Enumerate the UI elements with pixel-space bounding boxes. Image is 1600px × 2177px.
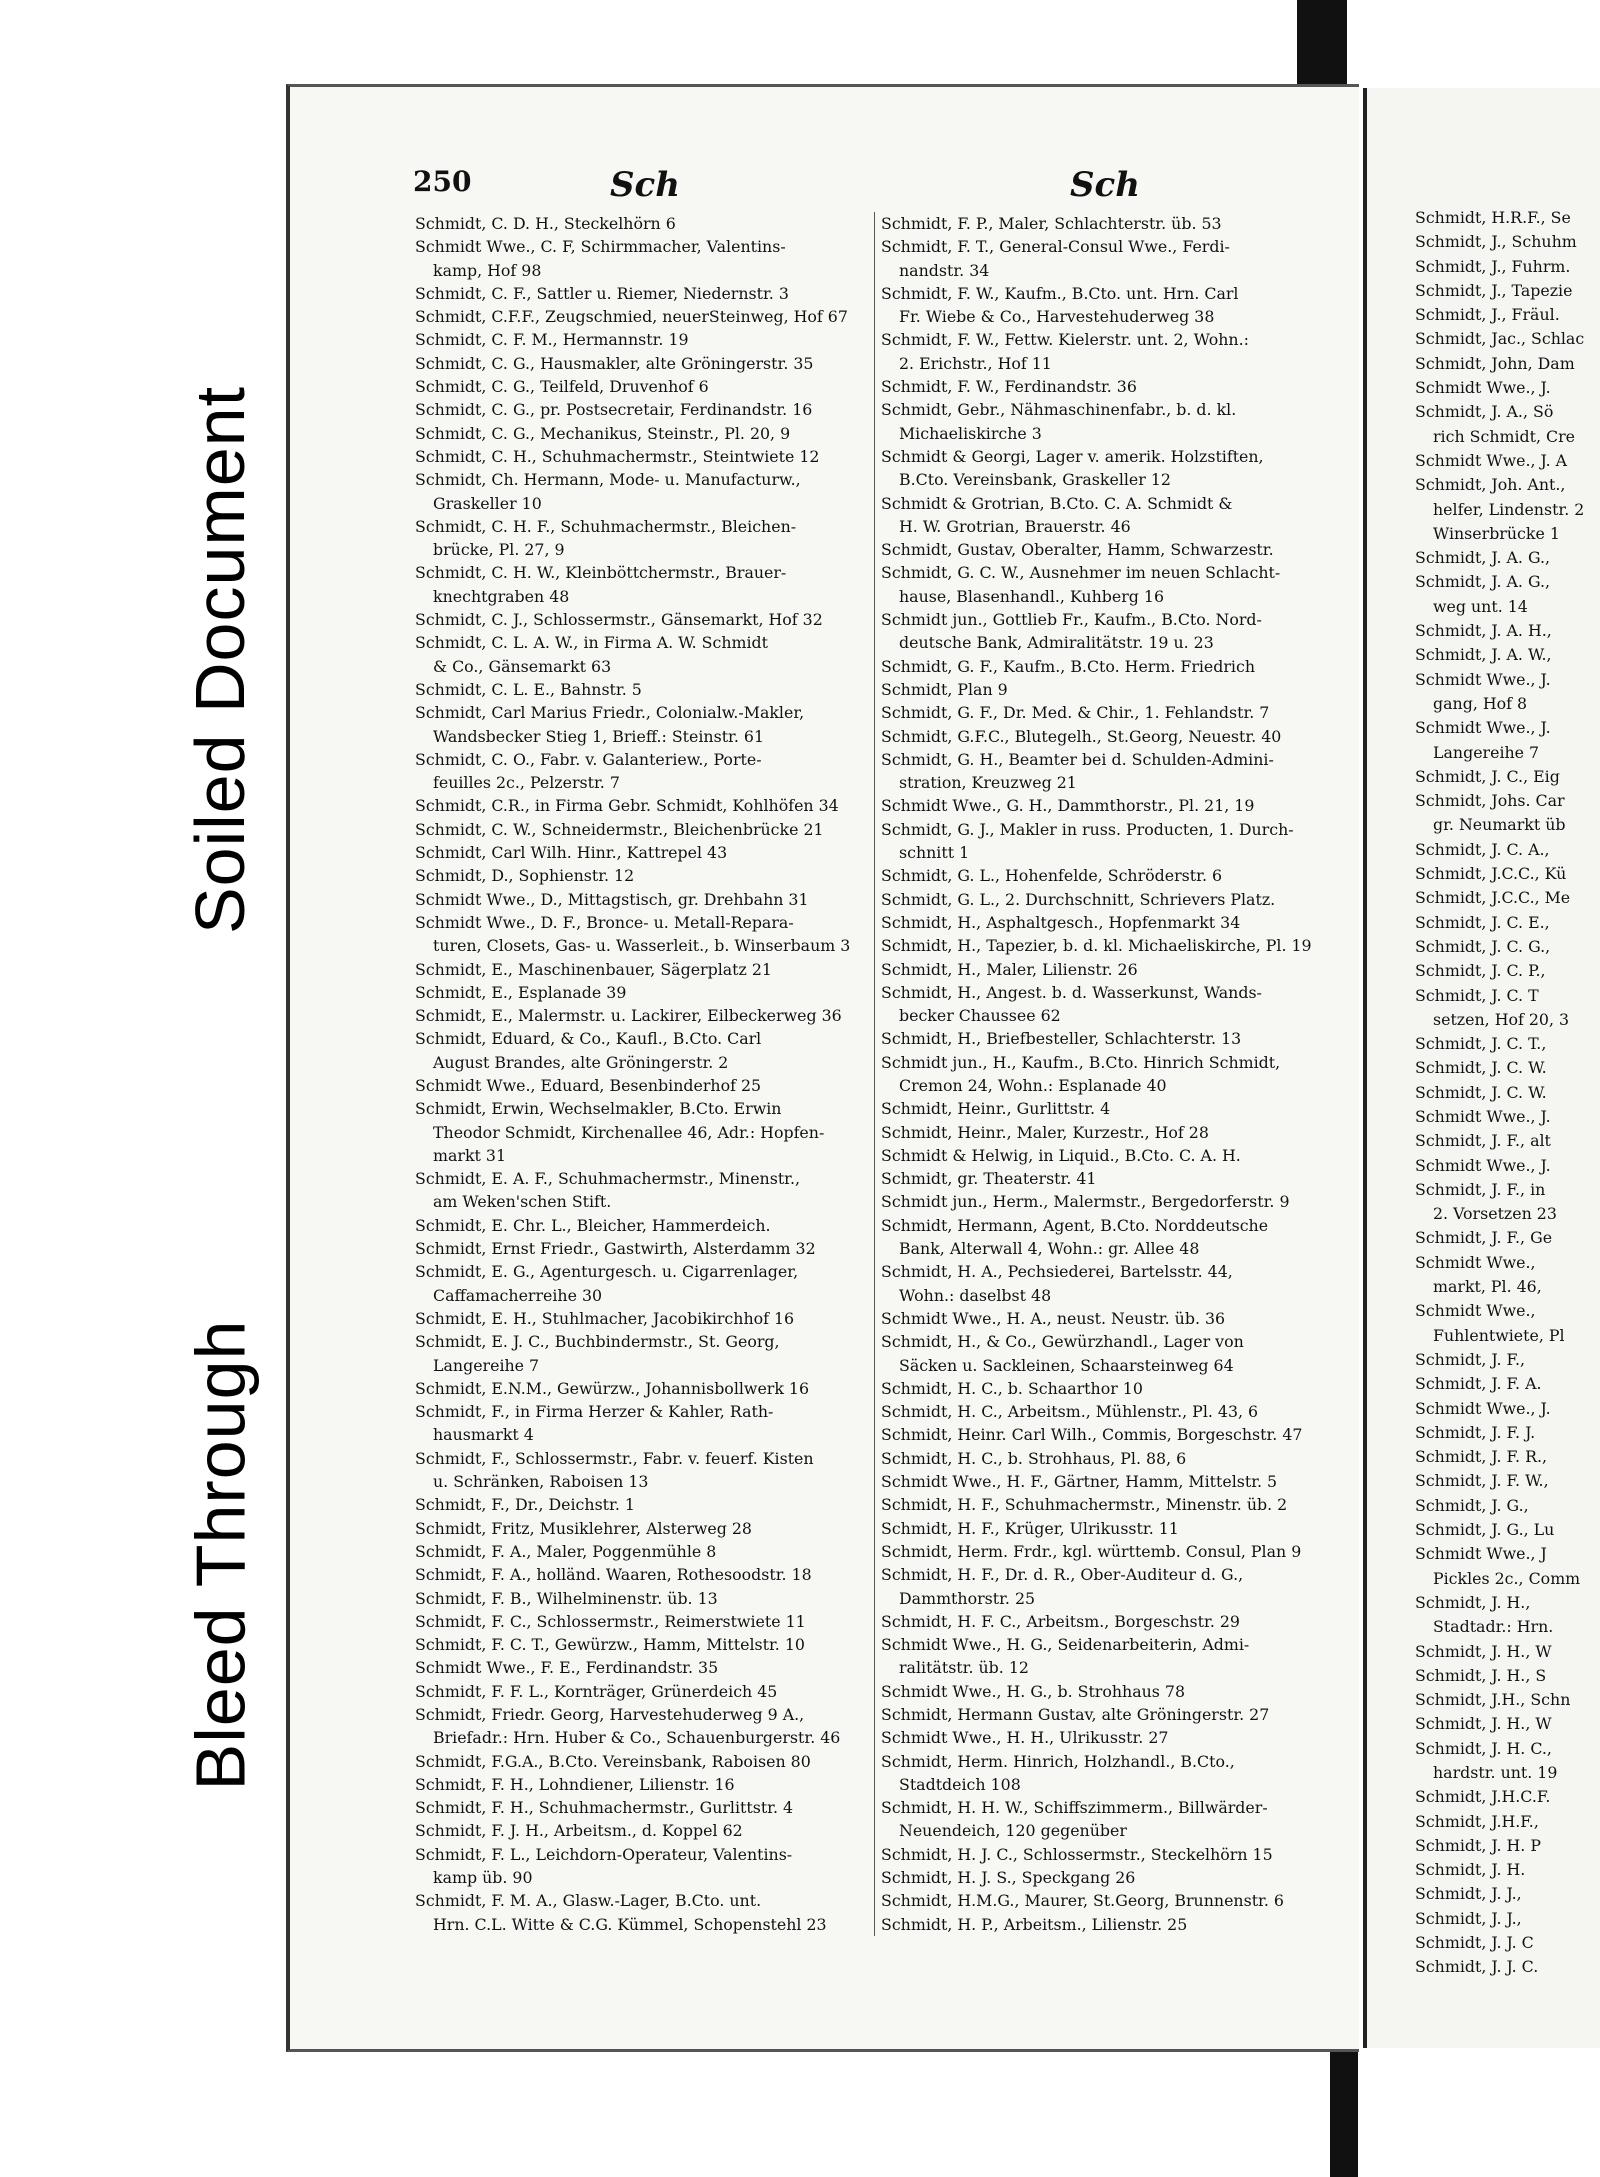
- directory-entry-line: Schmidt, E. Chr. L., Bleicher, Hammerdeich.: [415, 1215, 771, 1235]
- directory-entry-line: Schmidt, J. C. T: [1415, 985, 1539, 1005]
- directory-entry-line: Schmidt, J. C. E.,: [1415, 912, 1550, 932]
- directory-entry-line: Schmidt, J.H.F.,: [1415, 1811, 1539, 1831]
- directory-entry-line: Schmidt, J., Fräul.: [1415, 305, 1560, 325]
- directory-entry-line: kamp üb. 90: [433, 1868, 533, 1888]
- directory-entry-line: Schmidt, Joh. Ant.,: [1415, 475, 1566, 495]
- directory-entry-line: Schmidt, J. H., W: [1415, 1714, 1552, 1734]
- running-head-left: Sch: [610, 165, 680, 205]
- directory-entry-line: Schmidt, F. F. L., Kornträger, Grünerdeich 45: [415, 1681, 778, 1701]
- directory-entry-line: Schmidt, E., Maschinenbauer, Sägerplatz 21: [415, 959, 772, 979]
- directory-entry-line: Schmidt, E., Malermstr. u. Lackirer, Eilbeckerweg 36: [415, 1006, 842, 1026]
- page-header: [290, 165, 1359, 205]
- directory-entry-line: Schmidt, H., Briefbesteller, Schlachterstr. 13: [881, 1029, 1242, 1049]
- directory-entry-line: Schmidt, J.C.C., Me: [1415, 888, 1571, 908]
- directory-entry-line: stration, Kreuzweg 21: [899, 773, 1077, 793]
- directory-entry-line: Schmidt, J. C. A.,: [1415, 839, 1550, 859]
- directory-entry-line: Schmidt, Plan 9: [881, 679, 1008, 699]
- directory-entry-line: Schmidt, G. L., Hohenfelde, Schröderstr. 6: [881, 866, 1223, 886]
- directory-entry-line: Schmidt Wwe., Eduard, Besenbinderhof 25: [415, 1075, 762, 1095]
- directory-entry-line: Schmidt, F. L., Leichdorn-Operateur, Valentins-: [415, 1844, 793, 1864]
- directory-entry-line: hausmarkt 4: [433, 1425, 534, 1445]
- directory-entry-line: Schmidt Wwe.,: [1415, 1301, 1536, 1321]
- directory-entry-line: Schmidt, C. J., Schlossermstr., Gänsemarkt, Hof 32: [415, 610, 823, 630]
- directory-entry-line: Schmidt, Erwin, Wechselmakler, B.Cto. Erwin: [415, 1099, 782, 1119]
- directory-entry-line: Schmidt jun., H., Kaufm., B.Cto. Hinrich Schmidt,: [881, 1052, 1281, 1072]
- directory-entry-line: Schmidt, J. C. W.: [1415, 1058, 1547, 1078]
- directory-entry-line: Schmidt, J. H.,: [1415, 1592, 1531, 1612]
- directory-entry-line: Fr. Wiebe & Co., Harvestehuderweg 38: [899, 307, 1215, 327]
- directory-entry-line: Schmidt, H.M.G., Maurer, St.Georg, Brunnenstr. 6: [881, 1891, 1284, 1911]
- directory-entry-line: Schmidt, C. G., Teilfeld, Druvenhof 6: [415, 377, 709, 397]
- directory-entry-line: Schmidt, H. F., Dr. d. R., Ober-Auditeur d. G.,: [881, 1565, 1244, 1585]
- directory-entry-line: Schmidt Wwe., J.: [1415, 669, 1551, 689]
- directory-entry-line: Schmidt, J. C. G.,: [1415, 936, 1551, 956]
- directory-entry-line: Schmidt, F. J. H., Arbeitsm., d. Koppel 62: [415, 1821, 743, 1841]
- directory-entry-line: Schmidt, F. H., Schuhmachermstr., Gurlittstr. 4: [415, 1798, 794, 1818]
- directory-entry-line: Caffamacherreihe 30: [433, 1285, 603, 1305]
- directory-entry-line: Schmidt, F., Dr., Deichstr. 1: [415, 1495, 635, 1515]
- next-page-column: [1415, 206, 1600, 1980]
- directory-entry-line: helfer, Lindenstr. 2: [1433, 499, 1585, 519]
- directory-entry-line: Schmidt, J. A., Sö: [1415, 402, 1554, 422]
- directory-entry-line: 2. Erichstr., Hof 11: [899, 353, 1052, 373]
- directory-entry-line: Schmidt, C. H., Schuhmachermstr., Steintwiete 12: [415, 446, 820, 466]
- directory-entry-line: u. Schränken, Raboisen 13: [433, 1472, 649, 1492]
- directory-entry-line: Schmidt, J. F.,: [1415, 1349, 1526, 1369]
- directory-entry-line: Schmidt, F. A., Maler, Poggenmühle 8: [415, 1541, 717, 1561]
- directory-entry-line: Schmidt, C. D. H., Steckelhörn 6: [415, 214, 676, 233]
- directory-entry-line: Schmidt, F. W., Kaufm., B.Cto. unt. Hrn. Carl: [881, 283, 1239, 303]
- directory-entry-line: Schmidt Wwe., H. A., neust. Neustr. üb. 36: [881, 1308, 1226, 1328]
- directory-entry-line: turen, Closets, Gas- u. Wasserleit., b. Winserbaum 3: [433, 936, 851, 956]
- directory-entry-line: 2. Vorsetzen 23: [1433, 1204, 1557, 1224]
- directory-entry-line: Schmidt, G. J., Makler in russ. Producten, 1. Durch-: [881, 819, 1294, 839]
- directory-entry-line: Schmidt, Johs. Car: [1415, 791, 1565, 811]
- directory-entry-line: H. W. Grotrian, Brauerstr. 46: [899, 516, 1131, 536]
- directory-entry-line: Schmidt, Hermann Gustav, alte Gröningerstr. 27: [881, 1705, 1270, 1724]
- directory-entry-line: hardstr. unt. 19: [1433, 1763, 1558, 1782]
- running-head-right: Sch: [1070, 165, 1140, 205]
- directory-entry-line: Schmidt, F. W., Fettw. Kielerstr. unt. 2, Wohn.:: [881, 330, 1249, 350]
- bleed-through-label-text: Bleed Through: [181, 1319, 260, 1791]
- directory-entry-line: Schmidt, F. M. A., Glasw.-Lager, B.Cto. unt.: [415, 1891, 762, 1911]
- directory-entry-line: hause, Blasenhandl., Kuhberg 16: [899, 586, 1165, 606]
- directory-entry-line: Cremon 24, Wohn.: Esplanade 40: [899, 1075, 1167, 1095]
- directory-entry-line: Schmidt, Gebr., Nähmaschinenfabr., b. d. kl.: [881, 400, 1237, 420]
- directory-entry-line: Schmidt, F., Schlossermstr., Fabr. v. feuerf. Kisten: [415, 1448, 814, 1468]
- directory-entry-line: Schmidt, E. J. C., Buchbindermstr., St. Georg,: [415, 1332, 780, 1352]
- directory-entry-line: Schmidt, H. F., Krüger, Ulrikusstr. 11: [881, 1518, 1179, 1538]
- directory-entry-line: Schmidt, E. A. F., Schuhmachermstr., Minenstr.,: [415, 1169, 801, 1189]
- directory-entry-line: Schmidt, J. A. W.,: [1415, 645, 1552, 665]
- directory-entry-line: Schmidt, E., Esplanade 39: [415, 982, 627, 1002]
- directory-entry-line: Langereihe 7: [1433, 742, 1540, 762]
- directory-entry-line: August Brandes, alte Gröningerstr. 2: [433, 1052, 729, 1072]
- directory-entry-line: Schmidt, D., Sophienstr. 12: [415, 866, 635, 886]
- directory-page: [286, 84, 1359, 2052]
- directory-entry-line: Schmidt, H. C., b. Schaarthor 10: [881, 1378, 1143, 1398]
- directory-entry-line: Schmidt, G.F.C., Blutegelh., St.Georg, Neuestr. 40: [881, 726, 1282, 746]
- directory-entry-line: Schmidt, G. H., Beamter bei d. Schulden-Admini-: [881, 749, 1274, 769]
- directory-entry-line: Schmidt Wwe., C. F, Schirmmacher, Valentins-: [415, 237, 786, 257]
- left-column: [415, 212, 865, 1936]
- directory-entry-line: Schmidt, J. J.,: [1415, 1884, 1522, 1904]
- directory-entry-line: Schmidt, G. L., 2. Durchschnitt, Schrievers Platz.: [881, 889, 1276, 909]
- binding-tab-bottom: [1330, 2050, 1358, 2177]
- directory-entry-line: rich Schmidt, Cre: [1433, 426, 1576, 446]
- directory-entry-line: Schmidt, E. H., Stuhlmacher, Jacobikirchhof 16: [415, 1308, 795, 1328]
- directory-entry-line: Schmidt Wwe., D. F., Bronce- u. Metall-Repara-: [415, 912, 794, 932]
- directory-entry-line: Schmidt, C.R., in Firma Gebr. Schmidt, Kohlhöfen 34: [415, 796, 839, 816]
- directory-entry-line: Schmidt, C. O., Fabr. v. Galanteriew., Porte-: [415, 749, 762, 769]
- directory-entry-line: Schmidt, J. H. C.,: [1415, 1738, 1552, 1758]
- directory-entry-line: Schmidt Wwe., H. H., Ulrikusstr. 27: [881, 1728, 1169, 1748]
- directory-entry-line: Schmidt, C. L. A. W., in Firma A. W. Schmidt: [415, 633, 768, 653]
- directory-entry-line: Schmidt, J.H., Schn: [1415, 1690, 1571, 1710]
- directory-entry-line: Schmidt, Carl Wilh. Hinr., Kattrepel 43: [415, 843, 728, 863]
- directory-entry-line: Michaeliskirche 3: [899, 423, 1042, 443]
- directory-entry-line: Schmidt, John, Dam: [1415, 353, 1575, 373]
- directory-entry-line: Schmidt, J. F., Ge: [1415, 1228, 1553, 1248]
- directory-entry-line: Schmidt Wwe.,: [1415, 1252, 1536, 1272]
- directory-entry-line: Schmidt, Ernst Friedr., Gastwirth, Alsterdamm 32: [415, 1239, 816, 1259]
- directory-entry-line: Schmidt Wwe., H. G., b. Strohhaus 78: [881, 1681, 1186, 1701]
- directory-entry-line: Schmidt, F. H., Lohndiener, Lilienstr. 16: [415, 1774, 735, 1794]
- directory-entry-line: Schmidt Wwe., J.: [1415, 1155, 1551, 1175]
- directory-entry-line: Schmidt, C. G., Mechanikus, Steinstr., Pl. 20, 9: [415, 423, 791, 443]
- directory-entry-line: Schmidt, H. F., Schuhmachermstr., Minenstr. üb. 2: [881, 1495, 1288, 1515]
- directory-entry-line: Theodor Schmidt, Kirchenallee 46, Adr.: Hopfen-: [433, 1122, 825, 1142]
- directory-entry-line: Schmidt, J. J. C: [1415, 1933, 1534, 1953]
- directory-entry-line: Schmidt, C. G., Hausmakler, alte Gröningerstr. 35: [415, 353, 814, 373]
- directory-entry-line: Schmidt, Gustav, Oberalter, Hamm, Schwarzestr.: [881, 540, 1274, 560]
- directory-entry-line: Schmidt, F. P., Maler, Schlachterstr. üb. 53: [881, 214, 1222, 233]
- directory-entry-line: nandstr. 34: [899, 260, 990, 280]
- directory-entry-line: Schmidt, H. J. C., Schlossermstr., Steckelhörn 15: [881, 1844, 1273, 1864]
- directory-entry-line: Langereihe 7: [433, 1355, 540, 1375]
- directory-entry-line: Schmidt, H. F. C., Arbeitsm., Borgeschstr. 29: [881, 1611, 1240, 1631]
- directory-entry-line: Schmidt, J. A. H.,: [1415, 621, 1552, 641]
- directory-entry-line: ralitätstr. üb. 12: [899, 1658, 1029, 1678]
- directory-entry-line: Schmidt, Jac., Schlac: [1415, 329, 1585, 349]
- directory-entry-line: Stadtadr.: Hrn.: [1433, 1617, 1554, 1637]
- directory-entry-line: Schmidt Wwe., J. A: [1415, 450, 1568, 470]
- directory-entry-line: Schmidt, H. C., b. Strohhaus, Pl. 88, 6: [881, 1448, 1187, 1468]
- next-page-fragment: [1363, 88, 1600, 2048]
- directory-entry-line: Stadtdeich 108: [899, 1774, 1021, 1794]
- directory-entry-line: Schmidt, Heinr. Carl Wilh., Commis, Borgeschstr. 47: [881, 1425, 1303, 1445]
- directory-entry-line: Schmidt, H. J. S., Speckgang 26: [881, 1868, 1136, 1888]
- directory-entry-line: Schmidt, J. J.,: [1415, 1908, 1522, 1928]
- directory-entry-line: Schmidt, Herm. Hinrich, Holzhandl., B.Cto.,: [881, 1751, 1235, 1771]
- soiled-document-label-text: Soiled Document: [181, 385, 260, 935]
- directory-entry-line: gr. Neumarkt üb: [1433, 815, 1566, 835]
- page-number: 250: [413, 165, 472, 198]
- directory-entry-line: Schmidt, J. C. P.,: [1415, 961, 1546, 981]
- directory-entry-line: brücke, Pl. 27, 9: [433, 540, 565, 560]
- directory-entry-line: Schmidt, H., Tapezier, b. d. kl. Michaeliskirche, Pl. 19: [881, 936, 1312, 956]
- directory-entry-line: Säcken u. Sackleinen, Schaarsteinweg 64: [899, 1355, 1234, 1375]
- directory-entry-line: Schmidt, J. H.: [1415, 1860, 1526, 1880]
- directory-entry-line: Schmidt Wwe., H. G., Seidenarbeiterin, Admi-: [881, 1635, 1250, 1655]
- directory-entry-line: Schmidt & Grotrian, B.Cto. C. A. Schmidt &: [881, 493, 1233, 513]
- directory-entry-line: Schmidt, Eduard, & Co., Kaufl., B.Cto. Carl: [415, 1029, 762, 1049]
- directory-entry-line: Schmidt, F. A., holländ. Waaren, Rothesoodstr. 18: [415, 1565, 812, 1585]
- directory-entry-line: Schmidt, J., Fuhrm.: [1415, 256, 1571, 276]
- directory-entry-line: Bank, Alterwall 4, Wohn.: gr. Allee 48: [899, 1239, 1200, 1259]
- directory-entry-line: Schmidt, F. T., General-Consul Wwe., Ferdi-: [881, 237, 1230, 257]
- directory-entry-line: Schmidt, J. F., in: [1415, 1179, 1546, 1199]
- directory-entry-line: Schmidt, C. G., pr. Postsecretair, Ferdinandstr. 16: [415, 400, 813, 420]
- directory-entry-line: Schmidt, C. F. M., Hermannstr. 19: [415, 330, 689, 350]
- directory-entry-line: Schmidt, F., in Firma Herzer & Kahler, Rath-: [415, 1402, 774, 1422]
- directory-entry-line: Schmidt, J. C. T.,: [1415, 1034, 1547, 1054]
- directory-entry-line: Schmidt & Helwig, in Liquid., B.Cto. C. A. H.: [881, 1145, 1241, 1165]
- bleed-through-label: [170, 1255, 270, 1855]
- directory-entry-line: Schmidt, F.G.A., B.Cto. Vereinsbank, Raboisen 80: [415, 1751, 811, 1771]
- directory-entry-line: Schmidt, gr. Theaterstr. 41: [881, 1169, 1097, 1189]
- directory-entry-line: Schmidt, J. G.,: [1415, 1495, 1529, 1515]
- directory-entry-line: Schmidt, E.N.M., Gewürzw., Johannisbollwerk 16: [415, 1378, 810, 1398]
- directory-entry-line: Schmidt, Hermann, Agent, B.Cto. Norddeutsche: [881, 1215, 1269, 1235]
- directory-entry-line: markt, Pl. 46,: [1433, 1277, 1542, 1297]
- directory-entry-line: Schmidt Wwe., G. H., Dammthorstr., Pl. 21, 19: [881, 796, 1255, 816]
- directory-entry-line: Schmidt, H., Angest. b. d. Wasserkunst, Wands-: [881, 982, 1262, 1002]
- directory-entry-line: markt 31: [433, 1145, 506, 1165]
- directory-entry-line: Schmidt, J. F. R.,: [1415, 1447, 1548, 1467]
- directory-entry-line: Schmidt jun., Gottlieb Fr., Kaufm., B.Cto. Nord-: [881, 610, 1262, 630]
- directory-entry-line: Schmidt, C.F.F., Zeugschmied, neuerSteinweg, Hof 67: [415, 307, 848, 327]
- right-column: [874, 212, 1331, 1936]
- directory-entry-line: Schmidt, H.R.F., Se: [1415, 208, 1571, 227]
- directory-entry-line: Schmidt, Friedr. Georg, Harvestehuderweg 9 A.,: [415, 1705, 805, 1724]
- directory-entry-line: knechtgraben 48: [433, 586, 570, 606]
- directory-entry-line: Schmidt, C. H. W., Kleinböttchermstr., Brauer-: [415, 563, 787, 583]
- directory-entry-line: Schmidt, J. F. J.: [1415, 1422, 1536, 1442]
- directory-entry-line: Schmidt, H. H. W., Schiffszimmerm., Billwärder-: [881, 1798, 1268, 1818]
- directory-entry-line: Schmidt, Heinr., Gurlittstr. 4: [881, 1099, 1111, 1119]
- directory-entry-line: gang, Hof 8: [1433, 693, 1528, 713]
- directory-entry-line: Schmidt jun., Herm., Malermstr., Bergedorferstr. 9: [881, 1192, 1290, 1212]
- directory-entry-line: Schmidt, J. C. W.: [1415, 1082, 1547, 1102]
- directory-entry-line: Schmidt, H., Asphaltgesch., Hopfenmarkt 34: [881, 912, 1241, 932]
- directory-entry-line: deutsche Bank, Admiralitätstr. 19 u. 23: [899, 633, 1214, 653]
- directory-entry-line: Schmidt, J. A. G.,: [1415, 572, 1551, 592]
- directory-entry-line: setzen, Hof 20, 3: [1433, 1009, 1570, 1029]
- directory-entry-line: Schmidt, G. F., Dr. Med. & Chir., 1. Fehlandstr. 7: [881, 703, 1270, 723]
- directory-entry-line: feuilles 2c., Pelzerstr. 7: [433, 773, 620, 793]
- directory-entry-line: Schmidt, E. G., Agenturgesch. u. Cigarrenlager,: [415, 1262, 799, 1282]
- directory-entry-line: Schmidt Wwe., D., Mittagstisch, gr. Drehbahn 31: [415, 889, 809, 909]
- directory-entry-line: Schmidt, J. J. C.: [1415, 1957, 1539, 1977]
- directory-entry-line: Schmidt, H. C., Arbeitsm., Mühlenstr., Pl. 43, 6: [881, 1402, 1259, 1422]
- directory-entry-line: Schmidt, H. A., Pechsiederei, Bartelsstr. 44,: [881, 1262, 1233, 1282]
- directory-entry-line: Schmidt, C. W., Schneidermstr., Bleichenbrücke 21: [415, 819, 824, 839]
- directory-entry-line: Schmidt, Fritz, Musiklehrer, Alsterweg 28: [415, 1518, 752, 1538]
- directory-entry-line: becker Chaussee 62: [899, 1006, 1061, 1026]
- directory-entry-line: Schmidt, F. C. T., Gewürzw., Hamm, Mittelstr. 10: [415, 1635, 805, 1655]
- soiled-document-label: [170, 360, 270, 960]
- directory-entry-line: Wandsbecker Stieg 1, Brieff.: Steinstr. 61: [433, 726, 765, 746]
- directory-entry-line: Schmidt, J. A. G.,: [1415, 548, 1551, 568]
- directory-entry-line: Schmidt, J. G., Lu: [1415, 1520, 1555, 1540]
- directory-entry-line: kamp, Hof 98: [433, 260, 542, 280]
- directory-entry-line: weg unt. 14: [1433, 596, 1528, 616]
- directory-entry-line: & Co., Gänsemarkt 63: [433, 656, 612, 676]
- directory-entry-line: Schmidt Wwe., J.: [1415, 1398, 1551, 1418]
- directory-entry-line: Neuendeich, 120 gegenüber: [899, 1821, 1127, 1841]
- directory-entry-line: Schmidt, J. C., Eig: [1415, 766, 1560, 786]
- directory-entry-line: Pickles 2c., Comm: [1433, 1568, 1581, 1588]
- directory-entry-line: Schmidt & Georgi, Lager v. amerik. Holzstiften,: [881, 446, 1264, 466]
- directory-entry-line: Schmidt, C. L. E., Bahnstr. 5: [415, 679, 642, 699]
- directory-entry-line: Dammthorstr. 25: [899, 1588, 1036, 1608]
- directory-entry-line: schnitt 1: [899, 843, 970, 863]
- directory-entry-line: Schmidt, J. F. A.: [1415, 1374, 1542, 1394]
- directory-entry-line: am Weken'schen Stift.: [433, 1192, 612, 1212]
- directory-entry-line: Schmidt, F. C., Schlossermstr., Reimerstwiete 11: [415, 1611, 806, 1631]
- directory-entry-line: Fuhlentwiete, Pl: [1433, 1325, 1565, 1345]
- directory-entry-line: Schmidt, C. F., Sattler u. Riemer, Niedernstr. 3: [415, 283, 789, 303]
- directory-entry-line: Hrn. C.L. Witte & C.G. Kümmel, Schopenstehl 23: [433, 1914, 827, 1934]
- directory-entry-line: Schmidt, J. H., W: [1415, 1641, 1552, 1661]
- directory-entry-line: Schmidt, Carl Marius Friedr., Colonialw.-Makler,: [415, 703, 805, 723]
- directory-entry-line: Schmidt, H., & Co., Gewürzhandl., Lager von: [881, 1332, 1244, 1352]
- directory-entry-line: B.Cto. Vereinsbank, Graskeller 12: [899, 470, 1171, 490]
- directory-entry-line: Schmidt Wwe., H. F., Gärtner, Hamm, Mittelstr. 5: [881, 1472, 1278, 1492]
- directory-entry-line: Schmidt Wwe., J.: [1415, 378, 1551, 398]
- directory-entry-line: Schmidt, J. H., S: [1415, 1665, 1547, 1685]
- directory-entry-line: Schmidt, Heinr., Maler, Kurzestr., Hof 28: [881, 1122, 1209, 1142]
- directory-entry-line: Schmidt, G. F., Kaufm., B.Cto. Herm. Friedrich: [881, 656, 1256, 676]
- directory-entry-line: Schmidt, Ch. Hermann, Mode- u. Manufacturw.,: [415, 470, 801, 490]
- directory-entry-line: Schmidt, J. F. W.,: [1415, 1471, 1549, 1491]
- directory-entry-line: Schmidt Wwe., J: [1415, 1544, 1547, 1564]
- directory-entry-line: Schmidt, C. H. F., Schuhmachermstr., Bleichen-: [415, 516, 797, 536]
- directory-entry-line: Schmidt, J.H.C.F.: [1415, 1787, 1551, 1807]
- directory-entry-line: Schmidt, Herm. Frdr., kgl. württemb. Consul, Plan 9: [881, 1541, 1302, 1561]
- directory-entry-line: Schmidt, G. C. W., Ausnehmer im neuen Schlacht-: [881, 563, 1281, 583]
- directory-entry-line: Schmidt, F. B., Wilhelminenstr. üb. 13: [415, 1588, 718, 1608]
- directory-entry-line: Schmidt, H., Maler, Lilienstr. 26: [881, 959, 1138, 979]
- directory-entry-line: Winserbrücke 1: [1433, 523, 1560, 543]
- directory-entry-line: Schmidt, J., Schuhm: [1415, 232, 1577, 252]
- directory-entry-line: Schmidt Wwe., F. E., Ferdinandstr. 35: [415, 1658, 719, 1678]
- directory-entry-line: Schmidt Wwe., J.: [1415, 1106, 1551, 1126]
- directory-entry-line: Wohn.: daselbst 48: [899, 1285, 1052, 1305]
- directory-entry-line: Schmidt, J. H. P: [1415, 1835, 1541, 1855]
- directory-entry-line: Graskeller 10: [433, 493, 542, 513]
- directory-entry-line: Schmidt, H. P., Arbeitsm., Lilienstr. 25: [881, 1914, 1188, 1934]
- directory-entry-line: Schmidt Wwe., J.: [1415, 718, 1551, 738]
- directory-entry-line: Briefadr.: Hrn. Huber & Co., Schauenburgerstr. 46: [433, 1728, 841, 1748]
- directory-entry-line: Schmidt, J., Tapezie: [1415, 280, 1573, 300]
- directory-entry-line: Schmidt, J.C.C., Kü: [1415, 864, 1567, 884]
- directory-entry-line: Schmidt, J. F., alt: [1415, 1131, 1551, 1151]
- directory-entry-line: Schmidt, F. W., Ferdinandstr. 36: [881, 377, 1137, 397]
